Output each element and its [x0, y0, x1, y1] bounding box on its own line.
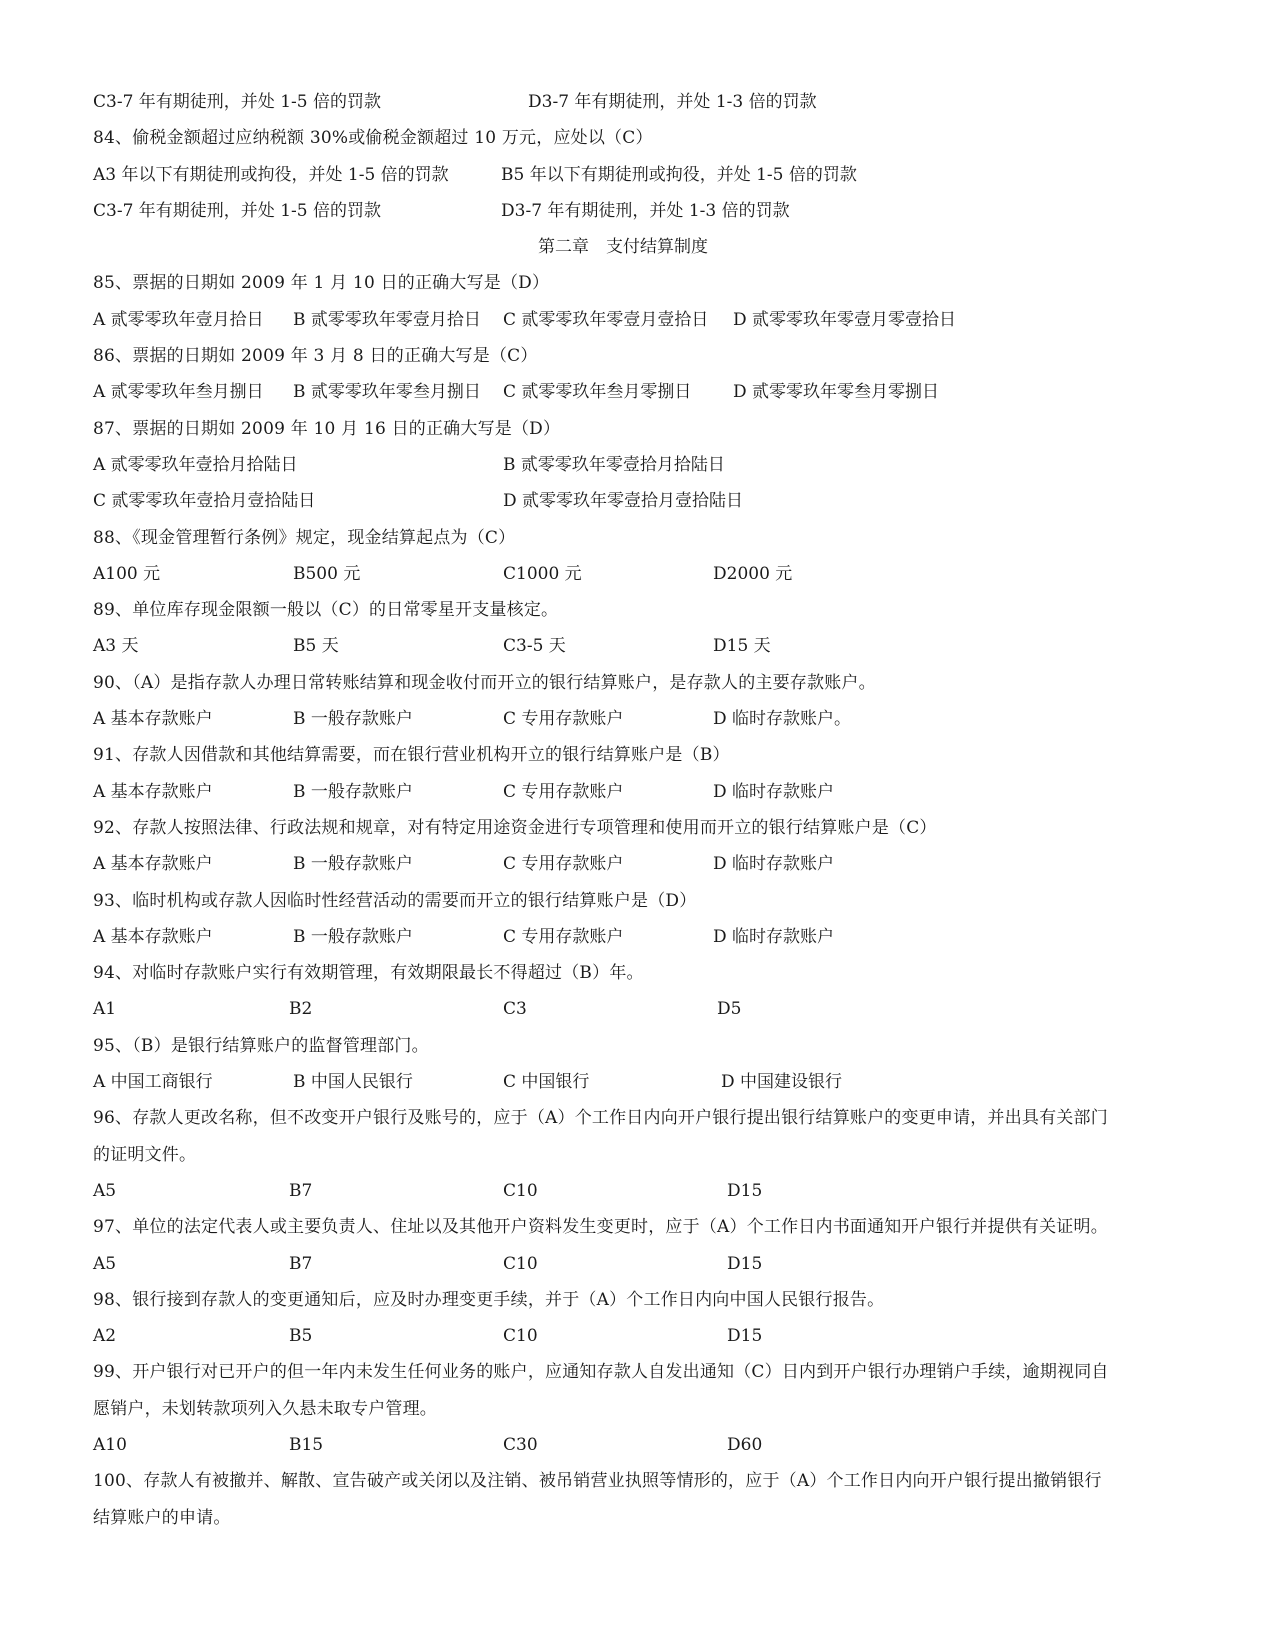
answer-options-row [93, 1427, 1193, 1463]
answer-option: A 中国工商银行 [93, 1072, 213, 1093]
chapter-heading: 第二章 支付结算制度 [538, 237, 708, 258]
question-text: 86、票据的日期如 2009 年 3 月 8 日的正确大写是（C） [93, 346, 538, 367]
answer-option: A 贰零零玖年壹拾月拾陆日 [93, 454, 298, 475]
question-text: 100、存款人有被撤并、解散、宣告破产或关闭以及注销、被吊销营业执照等情形的，应于（A）个工作日内向开户银行提出撤销银行 [93, 1471, 1102, 1492]
question-text: 结算账户的申请。 [93, 1507, 231, 1528]
answer-option: A5 [93, 1253, 117, 1274]
answer-option: B 贰零零玖年零叁月捌日 [293, 382, 481, 403]
answer-option: B 一般存款账户 [293, 781, 413, 802]
answer-option: D15 [727, 1326, 763, 1347]
answer-option: C3-5 天 [503, 636, 566, 657]
question-text: 愿销户，未划转款项列入久悬未取专户管理。 [93, 1398, 437, 1419]
answer-option: D15 [727, 1180, 763, 1201]
answer-option: A 贰零零玖年壹月拾日 [93, 309, 264, 330]
answer-options-row [93, 374, 1193, 410]
question-text: 85、票据的日期如 2009 年 1 月 10 日的正确大写是（D） [93, 273, 550, 294]
answer-option: C 专用存款账户 [503, 926, 624, 947]
answer-option: B 贰零零玖年零壹拾月拾陆日 [503, 454, 725, 475]
answer-option: D 临时存款账户。 [713, 709, 852, 730]
answer-option: B15 [289, 1434, 324, 1455]
question-text: 97、单位的法定代表人或主要负责人、住址以及其他开户资料发生变更时，应于（A）个工作日内书面通知开户银行并提供有关证明。 [93, 1217, 1108, 1238]
answer-option: A2 [93, 1326, 117, 1347]
answer-options-row [93, 701, 1193, 737]
answer-options-row [93, 157, 1193, 193]
question-text: 92、存款人按照法律、行政法规和规章，对有特定用途资金进行专项管理和使用而开立的银行结算账户是（C） [93, 817, 937, 838]
answer-option: B 贰零零玖年零壹月拾日 [293, 309, 481, 330]
answer-option: D 贰零零玖年零壹拾月壹拾陆日 [503, 491, 744, 512]
answer-option: D15 天 [713, 636, 771, 657]
answer-option: C10 [503, 1253, 538, 1274]
question-text: 99、开户银行对已开户的但一年内未发生任何业务的账户，应通知存款人自发出通知（C）日内到开户银行办理销户手续，逾期视同自 [93, 1362, 1109, 1383]
question-text: 的证明文件。 [93, 1144, 197, 1165]
answer-option: A 基本存款账户 [93, 781, 213, 802]
answer-option: D 贰零零玖年零壹月零壹拾日 [733, 309, 957, 330]
answer-option: C3-7 年有期徒刑，并处 1-5 倍的罚款 [93, 200, 381, 221]
answer-option: C 贰零零玖年零壹月壹拾日 [503, 309, 709, 330]
answer-option: B 中国人民银行 [293, 1072, 413, 1093]
answer-option: D60 [727, 1434, 763, 1455]
answer-option: D3-7 年有期徒刑，并处 1-3 倍的罚款 [528, 92, 817, 112]
answer-option: C10 [503, 1326, 538, 1347]
document-body [93, 84, 1193, 1536]
answer-option: C30 [503, 1434, 538, 1455]
answer-option: C 专用存款账户 [503, 709, 624, 730]
answer-option: B 一般存款账户 [293, 926, 413, 947]
answer-option: A10 [93, 1434, 127, 1455]
answer-option: A 基本存款账户 [93, 854, 213, 875]
answer-option: C 贰零零玖年壹拾月壹拾陆日 [93, 491, 316, 512]
answer-option: B5 天 [293, 636, 339, 657]
question-text: 90、（A）是指存款人办理日常转账结算和现金收付而开立的银行结算账户，是存款人的主要存款账户。 [93, 672, 876, 693]
answer-option: D 临时存款账户 [713, 781, 835, 802]
answer-option: C 专用存款账户 [503, 854, 624, 875]
question-text: 95、（B）是银行结算账户的监督管理部门。 [93, 1035, 429, 1056]
answer-options-row [93, 919, 1193, 955]
answer-option: D2000 元 [713, 563, 793, 584]
answer-option: D 中国建设银行 [721, 1072, 843, 1093]
answer-option: D 贰零零玖年零叁月零捌日 [733, 382, 940, 403]
answer-option: A 基本存款账户 [93, 926, 213, 947]
answer-option: A3 天 [93, 636, 139, 657]
answer-option: A 基本存款账户 [93, 709, 213, 730]
answer-option: B 一般存款账户 [293, 854, 413, 875]
answer-option: B7 [289, 1253, 313, 1274]
answer-options-row [93, 628, 1193, 664]
question-text: 96、存款人更改名称，但不改变开户银行及账号的，应于（A）个工作日内向开户银行提出银行结算账户的变更申请，并出具有关部门 [93, 1108, 1108, 1129]
answer-option: A 贰零零玖年叁月捌日 [93, 382, 264, 403]
question-text: 98、银行接到存款人的变更通知后，应及时办理变更手续，并于（A）个工作日内向中国人民银行报告。 [93, 1289, 885, 1310]
answer-option: C 中国银行 [503, 1072, 590, 1093]
answer-options-row [93, 991, 1193, 1027]
answer-option: D3-7 年有期徒刑，并处 1-3 倍的罚款 [501, 200, 790, 221]
answer-option: A5 [93, 1180, 117, 1201]
answer-options-row [93, 1318, 1193, 1354]
answer-option: D 临时存款账户 [713, 854, 835, 875]
answer-option: C 专用存款账户 [503, 781, 624, 802]
answer-option: C 贰零零玖年叁月零捌日 [503, 382, 692, 403]
question-text: 87、票据的日期如 2009 年 10 月 16 日的正确大写是（D） [93, 418, 561, 439]
question-text: 91、存款人因借款和其他结算需要，而在银行营业机构开立的银行结算账户是（B） [93, 745, 730, 766]
answer-options-row [93, 556, 1193, 592]
answer-options-row [93, 1173, 1193, 1209]
answer-option: B 一般存款账户 [293, 709, 413, 730]
answer-option: B500 元 [293, 563, 361, 584]
answer-option: A1 [93, 999, 117, 1020]
answer-options-row [93, 302, 1193, 338]
question-text: 94、对临时存款账户实行有效期管理，有效期限最长不得超过（B）年。 [93, 963, 644, 984]
answer-option: C3-7 年有期徒刑，并处 1-5 倍的罚款 [93, 92, 381, 112]
answer-option: A100 元 [93, 563, 161, 584]
question-text: 89、单位库存现金限额一般以（C）的日常零星开支量核定。 [93, 600, 559, 621]
answer-option: C3 [503, 999, 527, 1020]
answer-option: B5 年以下有期徒刑或拘役，并处 1-5 倍的罚款 [501, 164, 857, 185]
question-text: 93、临时机构或存款人因临时性经营活动的需要而开立的银行结算账户是（D） [93, 890, 697, 911]
answer-option: D5 [717, 999, 742, 1020]
question-text: 88、《现金管理暂行条例》规定，现金结算起点为（C） [93, 527, 516, 548]
answer-options-row [93, 774, 1193, 810]
answer-options-row [93, 84, 1193, 120]
answer-option: C1000 元 [503, 563, 582, 584]
question-text: 84、偷税金额超过应纳税额 30%或偷税金额超过 10 万元，应处以（C） [93, 128, 653, 149]
answer-option: B7 [289, 1180, 313, 1201]
answer-options-row [93, 483, 1193, 519]
answer-options-row [93, 447, 1193, 483]
answer-option: B5 [289, 1326, 313, 1347]
answer-options-row [93, 846, 1193, 882]
answer-options-row [93, 1246, 1193, 1282]
answer-option: D15 [727, 1253, 763, 1274]
answer-option: B2 [289, 999, 313, 1020]
answer-options-row [93, 193, 1193, 229]
answer-option: D 临时存款账户 [713, 926, 835, 947]
answer-option: A3 年以下有期徒刑或拘役，并处 1-5 倍的罚款 [93, 164, 449, 185]
answer-options-row [93, 1064, 1193, 1100]
answer-option: C10 [503, 1180, 538, 1201]
